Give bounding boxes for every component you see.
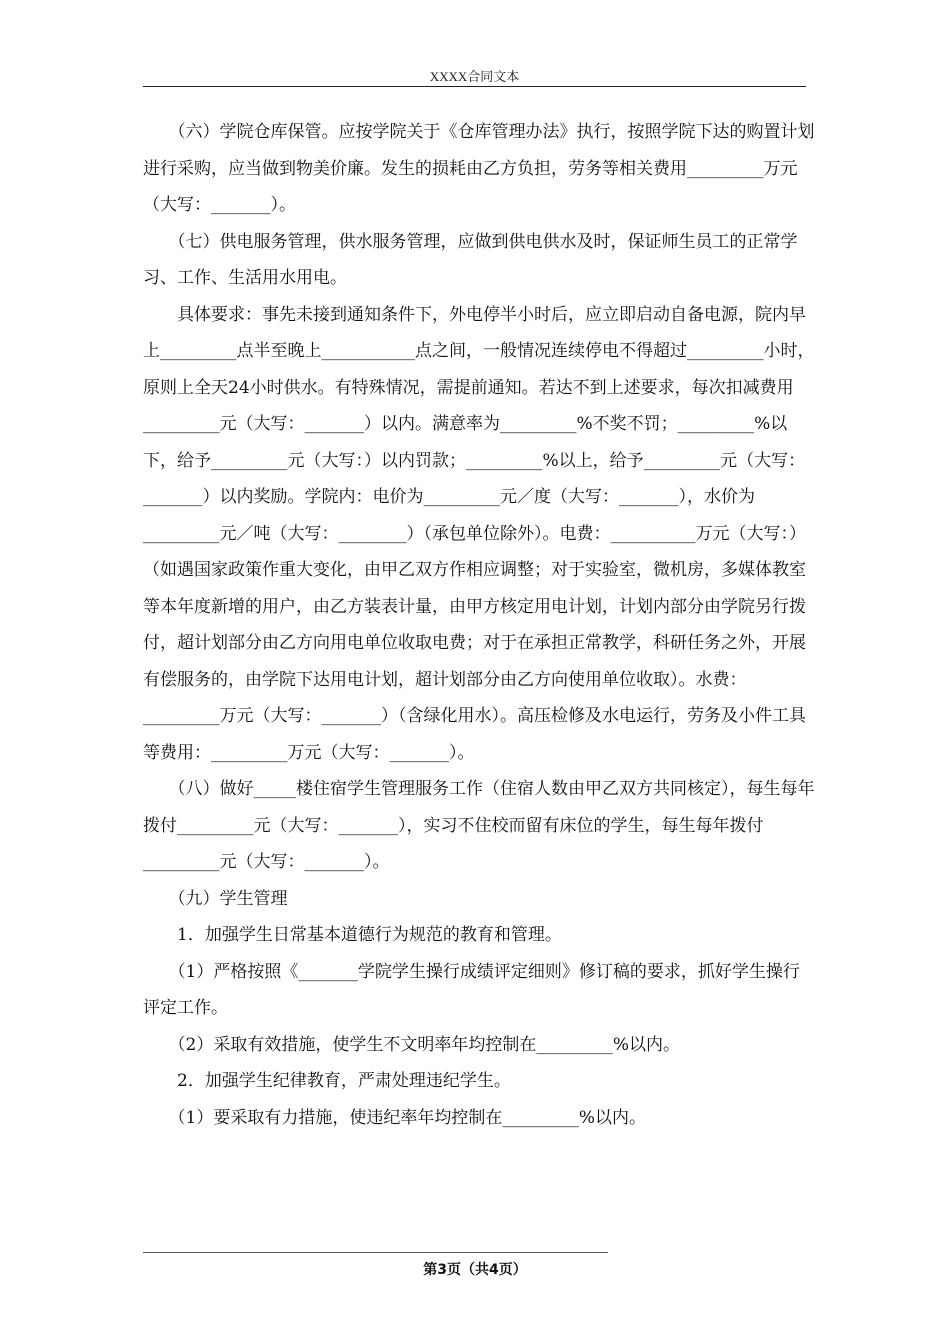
- footer-divider: [143, 1252, 608, 1253]
- paragraph-item-2: 2．加强学生纪律教育，严肃处理违纪学生。: [143, 1071, 511, 1091]
- paragraph-item-1: 1．加强学生日常基本道德行为规范的教育和管理。: [143, 925, 562, 945]
- paragraph-dormitory: （八）做好_____楼住宿学生管理服务工作（住宿人数由甲乙双方共同核定），每生每年拨付_________元（大写：_______），实习不住校而留有床位的学生，每生每年拨付_________元（大写：_______）。: [143, 779, 815, 872]
- paragraph-student-management: （九）学生管理: [143, 888, 288, 909]
- paragraph-power-water: （七）供电服务管理，供水服务管理，应做到供电供水及时，保证师生员工的正常学习、工作、生活用水用电。: [143, 231, 798, 288]
- document-body: [143, 114, 815, 1136]
- header-divider: [143, 86, 806, 87]
- paragraph-item-1-1: （1）严格按照《_______学院学生操行成绩评定细则》修订稿的要求，抓好学生操行评定工作。: [143, 961, 800, 1018]
- paragraph-requirements: 具体要求：事先未接到通知条件下，外电停半小时后，应立即启动自备电源，院内早上_________点半至晚上___________点之间，一般情况连续停电不得超过_________小时，原则上全天24小时供水。有特殊情况，需提前通知。若达不到上述要求，每次扣减费用_________元（大写：_______）以内。满意率为_________%不奖不罚；_________%以下，给予_________元（大写：）以内罚款；_________%以上，给予_________元（大写：_______）以内奖励。学院内：电价为_________元／度（大写：_______），水价为_________元／吨（大写：________）（承包单位除外）。电费：__________万元（大写：）（如遇国家政策作重大变化，由甲乙双方作相应调整；对于实验室，微机房，多媒体教室等本年度新增的用户，由乙方装表计量，由甲方核定用电计划，计划内部分由学院另行拨付，超计划部分由乙方向用电单位收取电费；对于在承担正常教学，科研任务之外，开展有偿服务的，由学院下达用电计划，超计划部分由乙方向使用单位收取）。水费：_________万元（大写：_______）（含绿化用水）。高压检修及水电运行，劳务及小件工具等费用：_________万元（大写：_______）。: [143, 304, 815, 763]
- page-number: 第3页（共4页）: [423, 1262, 527, 1278]
- paragraph-item-2-1: （1）要采取有力措施，使违纪率年均控制在_________%以内。: [143, 1107, 646, 1128]
- page-header: XXXX合同文本: [429, 69, 520, 84]
- paragraph-item-1-2: （2）采取有效措施，使学生不文明率年均控制在_________%以内。: [143, 1034, 680, 1055]
- paragraph-warehouse: （六）学院仓库保管。应按学院关于《仓库管理办法》执行，按照学院下达的购置计划进行采购，应当做到物美价廉。发生的损耗由乙方负担，劳务等相关费用_________万元（大写：_______）。: [143, 122, 815, 215]
